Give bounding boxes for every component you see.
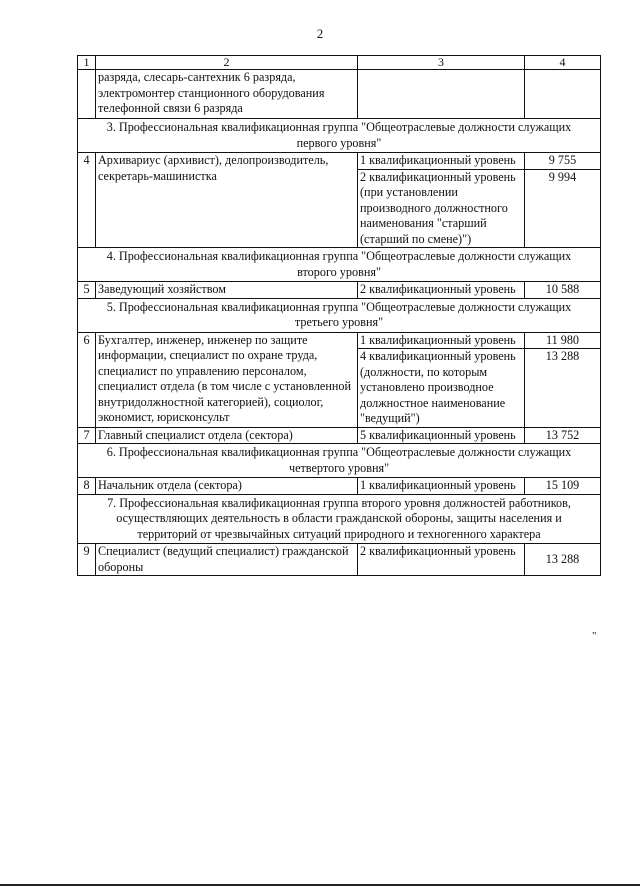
position-cell: Специалист (ведущий специалист) гражданской обороны bbox=[96, 544, 358, 576]
salary-cell: 9 994 bbox=[525, 169, 601, 248]
group-title: 6. Профессиональная квалификационная группа "Общеотраслевые должности служащих четвертого уровня" bbox=[78, 444, 601, 478]
column-header-2: 2 bbox=[96, 56, 358, 70]
salary-cell: 11 980 bbox=[525, 332, 601, 349]
group-title: 5. Профессиональная квалификационная группа "Общеотраслевые должности служащих третьего уровня" bbox=[78, 298, 601, 332]
table-row-9 bbox=[78, 544, 601, 576]
table-row-continued bbox=[78, 70, 601, 119]
column-header-4: 4 bbox=[525, 56, 601, 70]
table-row-7 bbox=[78, 427, 601, 444]
salary-cell: 13 752 bbox=[525, 427, 601, 444]
salary-cell: 10 588 bbox=[525, 282, 601, 299]
group-header-3 bbox=[78, 119, 601, 153]
group-title: 3. Профессиональная квалификационная группа "Общеотраслевые должности служащих первого уровня" bbox=[78, 119, 601, 153]
group-header-7 bbox=[78, 494, 601, 544]
row-number: 4 bbox=[78, 153, 96, 248]
row-number: 9 bbox=[78, 544, 96, 576]
level-cell: 1 квалификационный уровень bbox=[358, 332, 525, 349]
position-cell: Архивариус (архивист), делопроизводитель, секретарь-машинистка bbox=[96, 153, 358, 248]
position-cell: Начальник отдела (сектора) bbox=[96, 478, 358, 495]
scan-edge-line bbox=[0, 884, 640, 886]
row-number: 6 bbox=[78, 332, 96, 427]
level-cell: 4 квалификационный уровень (должности, по которым установлено производное должностное наименование "ведущий") bbox=[358, 349, 525, 428]
salary-cell: 13 288 bbox=[525, 349, 601, 428]
table-row-5 bbox=[78, 282, 601, 299]
column-header-3: 3 bbox=[358, 56, 525, 70]
table-row-8 bbox=[78, 478, 601, 495]
salary-cell: 15 109 bbox=[525, 478, 601, 495]
level-cell: 2 квалификационный уровень bbox=[358, 544, 525, 576]
salary-cell: 13 288 bbox=[525, 544, 601, 576]
table-header-row bbox=[78, 56, 601, 70]
position-cell: Заведующий хозяйством bbox=[96, 282, 358, 299]
salary-table bbox=[77, 55, 601, 576]
group-header-4 bbox=[78, 248, 601, 282]
level-cell: 2 квалификационный уровень (при установлении производного должностного наименования "старший (старший по смене)") bbox=[358, 169, 525, 248]
position-cell: Бухгалтер, инженер, инженер по защите информации, специалист по охране труда, специалист по управлению персоналом, специалист отдела (в том числе с установленной внутридолжностной категорией), социолог, экономист, юрисконсульт bbox=[96, 332, 358, 427]
position-cell: Главный специалист отдела (сектора) bbox=[96, 427, 358, 444]
group-title: 4. Профессиональная квалификационная группа "Общеотраслевые должности служащих второго уровня" bbox=[78, 248, 601, 282]
row-number: 7 bbox=[78, 427, 96, 444]
salary-cell: 9 755 bbox=[525, 153, 601, 170]
column-header-1: 1 bbox=[78, 56, 96, 70]
group-header-6 bbox=[78, 444, 601, 478]
row-number: 5 bbox=[78, 282, 96, 299]
table-row-6 bbox=[78, 332, 601, 349]
level-cell: 1 квалификационный уровень bbox=[358, 153, 525, 170]
level-cell: 1 квалификационный уровень bbox=[358, 478, 525, 495]
group-title: 7. Профессиональная квалификационная группа второго уровня должностей работников, осуществляющих деятельность в области гражданской обороны, защиты населения и территорий от чрезвычайных ситуаций природного и техногенного характера bbox=[78, 494, 601, 544]
level-cell: 5 квалификационный уровень bbox=[358, 427, 525, 444]
row-number: 8 bbox=[78, 478, 96, 495]
page-number: 2 bbox=[316, 26, 324, 41]
level-cell: 2 квалификационный уровень bbox=[358, 282, 525, 299]
closing-quote-mark: " bbox=[592, 630, 597, 642]
position-cell: разряда, слесарь-сантехник 6 разряда, электромонтер станционного оборудования телефонной связи 6 разряда bbox=[96, 70, 358, 119]
table-row-4 bbox=[78, 153, 601, 170]
group-header-5 bbox=[78, 298, 601, 332]
